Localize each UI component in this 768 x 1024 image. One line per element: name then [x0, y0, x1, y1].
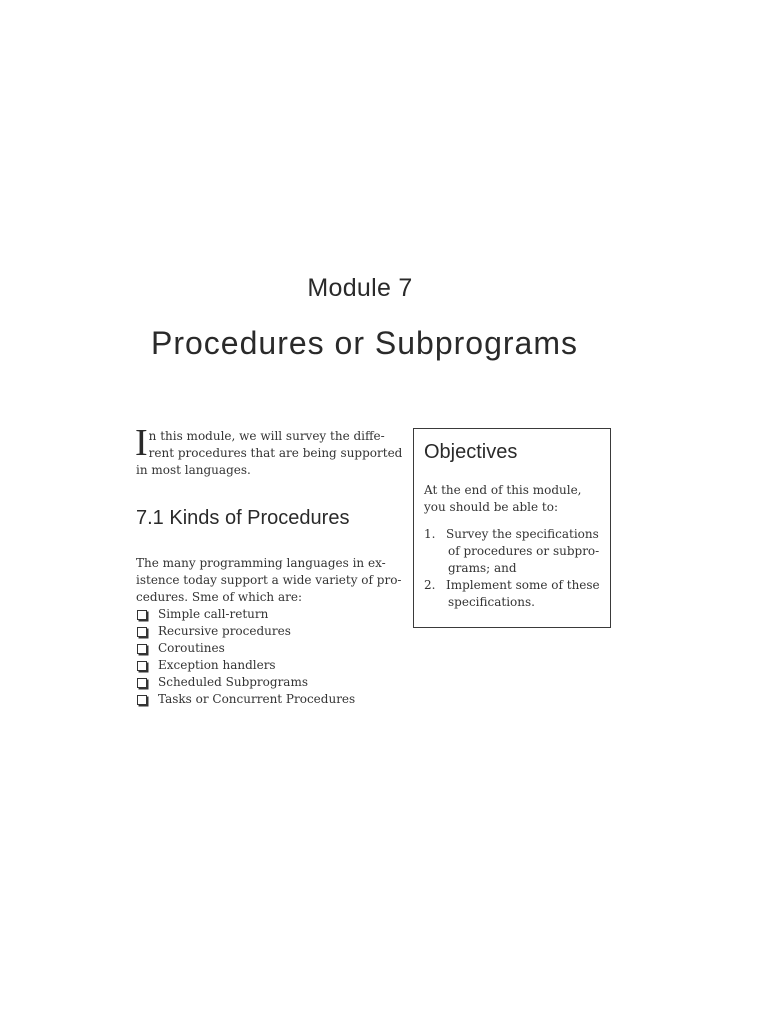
list-item-label: Simple call-return — [158, 607, 269, 621]
intro-paragraph — [135, 422, 403, 479]
list-item-label: Scheduled Subprograms — [158, 675, 308, 689]
objectives-box — [413, 428, 611, 628]
left-column — [135, 422, 403, 706]
list-item-label: Tasks or Concurrent Procedures — [158, 692, 356, 706]
drop-cap: I — [135, 422, 148, 464]
section-heading: 7.1 Kinds of Procedures — [136, 507, 350, 529]
objectives-title: Objectives — [424, 441, 518, 463]
objectives-intro — [424, 482, 602, 516]
section-body-line: cedures. Sme of which are: — [136, 590, 302, 604]
objective-line: Survey the specifications — [446, 527, 599, 541]
section-body-line: istence today support a wide variety of pro- — [136, 573, 402, 587]
checkbox-bullet-icon — [137, 661, 147, 671]
module-title: Procedures or Subprograms — [151, 325, 578, 362]
objective-text — [446, 526, 599, 577]
list-item-label: Exception handlers — [158, 658, 276, 672]
module-label: Module 7 — [307, 274, 413, 302]
checkbox-bullet-icon — [137, 695, 147, 705]
objective-number: 1. — [424, 527, 436, 541]
list-item — [136, 657, 402, 674]
objective-line: specifications. — [448, 595, 535, 609]
checkbox-bullet-icon — [137, 627, 147, 637]
objective-text — [446, 577, 600, 611]
checkbox-bullet-icon — [137, 678, 147, 688]
objective-line: grams; and — [448, 561, 517, 575]
intro-line: rent procedures that are being supported — [148, 446, 403, 460]
list-item — [136, 606, 402, 623]
checkbox-bullet-icon — [137, 644, 147, 654]
objectives-intro-line: you should be able to: — [424, 500, 558, 514]
objectives-list — [424, 526, 602, 611]
list-item-label: Coroutines — [158, 641, 225, 655]
procedure-kinds-list — [136, 606, 402, 708]
checkbox-bullet-icon — [137, 610, 147, 620]
list-item — [136, 674, 402, 691]
intro-line: in most languages. — [136, 463, 251, 477]
list-item — [136, 691, 402, 708]
objective-line: of procedures or subpro- — [448, 544, 600, 558]
intro-line: n this module, we will survey the diffe- — [148, 429, 385, 443]
list-item — [136, 623, 402, 640]
objective-item — [424, 526, 602, 577]
objective-item — [424, 577, 602, 611]
objective-line: Implement some of these — [446, 578, 600, 592]
section-body — [136, 555, 402, 708]
objective-number: 2. — [424, 578, 436, 592]
section-body-line: The many programming languages in ex- — [136, 556, 386, 570]
list-item — [136, 640, 402, 657]
list-item-label: Recursive procedures — [158, 624, 291, 638]
objectives-intro-line: At the end of this module, — [424, 483, 582, 497]
